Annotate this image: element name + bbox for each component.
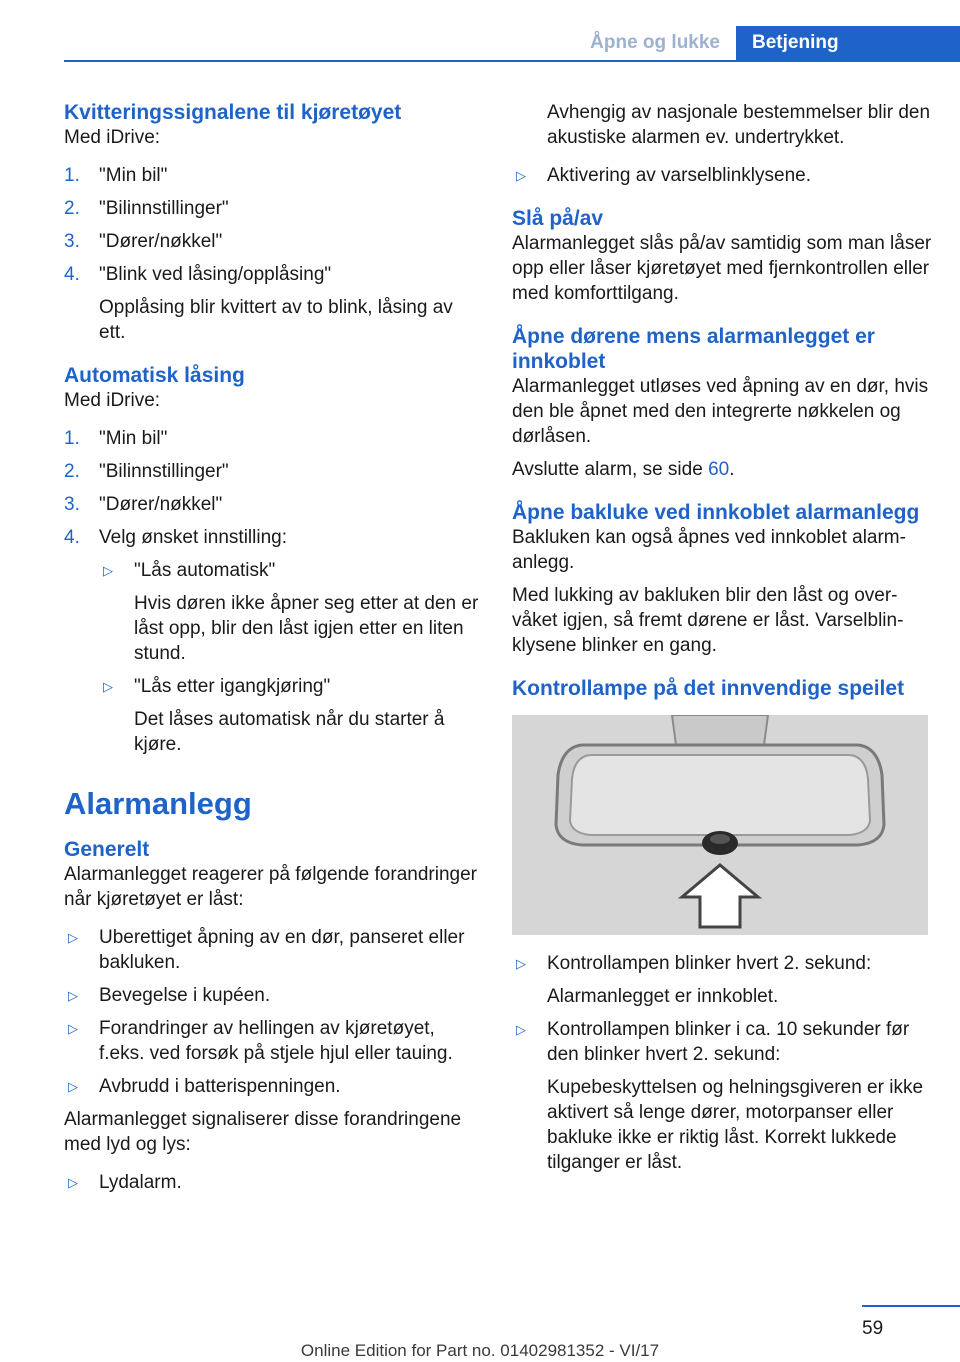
trigger-item: ▷ Avbrudd i batterispenningen. [68,1076,341,1097]
lamp-state-item: ▷ Kontrollampen blinker hvert 2. sekund: Alarmanlegget er innkoblet. [512,951,932,1009]
step-item [64,525,484,757]
step-text: "Blink ved låsing/opplåsing" [99,264,332,285]
signal-item: ▷ Aktivering av varselblinklysene. [516,165,812,186]
steps-list [64,163,484,345]
chapter-title-alarm-system: Alarmanlegg [64,786,252,821]
footer-rule [862,1305,960,1307]
steps-list [64,426,484,757]
step-text: "Min bil" [99,428,168,449]
option-note: Det låses automatisk når du starter å kjøre. [134,709,445,755]
triangle-right-icon: ▷ [68,988,78,1003]
step-text: Velg ønsket innstilling: [99,527,287,548]
step-text: "Dører/nøkkel" [99,231,223,252]
signal-item: ▷ Lydalarm. [68,1172,182,1193]
option-item [99,674,484,757]
triangle-right-icon: ▷ [68,930,78,945]
lamp-state-note: Alarmanlegget er innkoblet. [547,986,779,1007]
signals-list [64,1170,484,1195]
page-number: 59 [862,1318,884,1339]
section-title-acknowledgment: Kvitteringssignalene til kjøretøyet [64,101,402,124]
option-item [99,558,484,666]
lamp-state-note: Kupebeskyttelsen og helningsgiveren er ikke aktivert så lenge dører, motorpanser eller bakluke ikke er riktig låst. Korrekt lukkede tilganger er låst. [547,1077,924,1173]
step-item [64,459,484,484]
step-text: "Dører/nøkkel" [99,494,223,515]
section-title-automatic-locking: Automatisk låsing [64,364,245,387]
trigger-item: ▷ Uberettiget åpning av en dør, panseret eller bakluken. [68,927,465,973]
trigger-item: ▷ Forandringer av hellingen av kjøretøyet, f.eks. ved forsøk på stjele hjul eller tauing. [68,1018,453,1064]
section-title-on-off: Slå på/av [512,207,604,230]
step-number: 1. [64,428,80,449]
triggers-list [64,925,484,1099]
rearview-mirror-illustration [512,715,928,935]
triangle-right-icon: ▷ [103,679,113,694]
step-item [64,229,484,254]
triangle-right-icon: ▷ [516,956,526,971]
step-number: 3. [64,494,80,515]
left-column [64,100,484,1203]
step-text: "Bilinnstillinger" [99,198,229,219]
triangle-right-icon: ▷ [516,168,526,183]
option-note: Hvis døren ikke åpner seg etter at den er låst opp, blir den låst igjen etter en liten stund. [134,593,479,664]
step-text: "Bilinnstillinger" [99,461,229,482]
triangle-right-icon: ▷ [68,1079,78,1094]
step-item [64,492,484,517]
triangle-right-icon: ▷ [103,563,113,578]
tailgate-text-2: Med lukking av bakluken blir den låst og overvåket igjen, så fremt dørene er låst. Varselblinklysene blinker en gang. [512,585,904,656]
signals-list-cont [512,163,932,188]
step-item [64,262,484,345]
triangle-right-icon: ▷ [68,1175,78,1190]
signal-note: Avhengig av nasjonale bestemmelser blir den akustiske alarmen ev. undertrykket. [547,102,931,148]
section-title-open-doors: Åpne dørene mens alarmanlegget er innkoblet [512,325,875,373]
page-link[interactable]: 60 [708,459,730,480]
trigger-item: ▷ Bevegelse i kupéen. [68,985,271,1006]
header-section-tab[interactable]: Åpne og lukke [590,32,720,53]
step-item [64,163,484,188]
step-text: "Min bil" [99,165,168,186]
signal-intro: Alarmanlegget signaliserer disse forandringene med lyd og lys: [64,1109,462,1155]
on-off-text: Alarmanlegget slås på/av samtidig som man låser opp eller låser kjøretøyet med fjernkontrollen eller med komforttilgang. [512,233,932,304]
option-label: "Lås etter igangkjøring" [134,676,331,697]
header-chapter-tab[interactable]: Betjening [736,26,960,62]
general-intro: Alarmanlegget reagerer på følgende forandringer når kjøretøyet er låst: [64,864,477,910]
step-note: Opplåsing blir kvittert av to blink, låsing av ett. [99,297,453,343]
step-number: 4. [64,264,80,285]
step-number: 1. [64,165,80,186]
right-column [512,100,932,1183]
options-list [99,558,484,757]
step-item [64,196,484,221]
step-number: 2. [64,198,80,219]
idrive-intro: Med iDrive: [64,390,161,411]
open-doors-text: Alarmanlegget utløses ved åpning av en dør, hvis den ble åpnet med den integrerte nøkkelen og dørlåsen. [512,376,929,447]
tailgate-text-1: Bakluken kan også åpnes ved innkoblet alarmanlegg. [512,527,906,573]
lamp-state-item: ▷ Kontrollampen blinker i ca. 10 sekunder før den blinker hvert 2. sekund: Kupebeskyttelsen og helningsgiveren er ikke aktivert så lenge dører, motorpanser eller bakluke ikke er riktig låst. Korrekt lukkede tilganger er låst. [512,1017,932,1175]
step-number: 4. [64,527,80,548]
triangle-right-icon: ▷ [68,1021,78,1036]
lamp-states-list [512,951,932,1175]
triangle-right-icon: ▷ [516,1022,526,1037]
section-title-indicator-lamp: Kontrollampe på det innvendige speilet [512,677,905,700]
page-reference: Avslutte alarm, se side 60. [512,459,735,480]
section-title-general: Generelt [64,838,150,861]
edition-footer: Online Edition for Part no. 01402981352 - VI/17 [300,1341,660,1360]
step-number: 2. [64,461,80,482]
section-title-tailgate: Åpne bakluke ved innkoblet alarmanlegg [512,501,920,524]
step-number: 3. [64,231,80,252]
option-label: "Lås automatisk" [134,560,276,581]
step-item [64,426,484,451]
idrive-intro: Med iDrive: [64,127,161,148]
mirror-drawing [512,715,928,935]
